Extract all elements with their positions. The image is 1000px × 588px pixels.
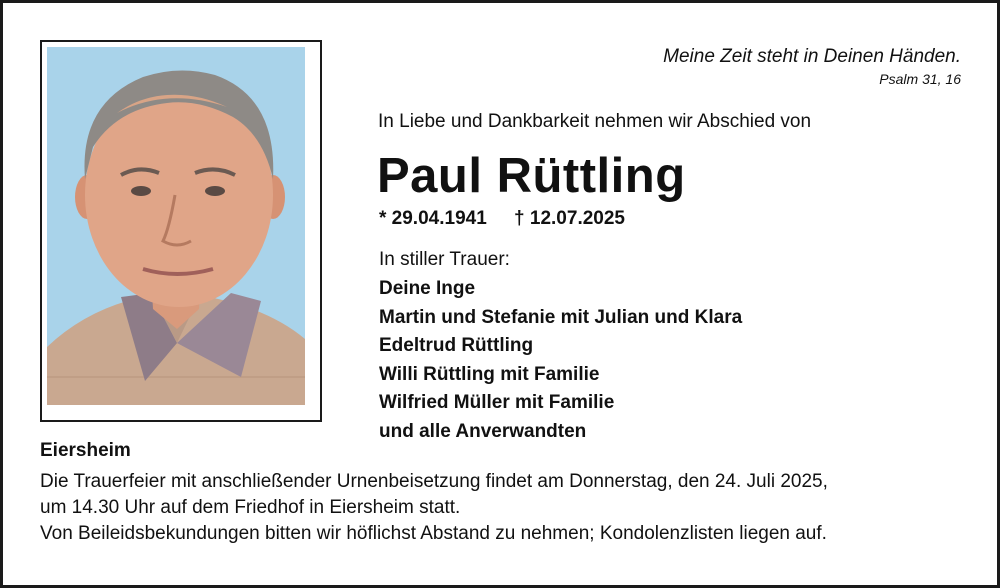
mourner-item: und alle Anverwandten	[379, 420, 587, 442]
funeral-notice	[40, 469, 970, 547]
psalm-quote-source: Psalm 31, 16	[879, 71, 961, 87]
mourner-item: Martin und Stefanie mit Julian und Klara	[379, 306, 743, 328]
portrait-illustration	[47, 47, 305, 405]
notice-line: um 14.30 Uhr auf dem Friedhof in Eiersheim statt.	[40, 497, 461, 518]
mourner-item: Wilfried Müller mit Familie	[379, 392, 615, 414]
death-date: † 12.07.2025	[514, 208, 625, 229]
psalm-quote	[663, 45, 961, 89]
mourner-item: Edeltrud Rüttling	[379, 335, 534, 357]
portrait-photo	[47, 47, 305, 405]
place-name: Eiersheim	[40, 440, 131, 461]
farewell-intro: In Liebe und Dankbarkeit nehmen wir Abschied von	[378, 111, 812, 132]
mourner-item: Deine Inge	[379, 278, 476, 299]
deceased-name: Paul Rüttling	[377, 149, 686, 203]
birth-date: * 29.04.1941	[379, 208, 487, 229]
mourning-label: In stiller Trauer:	[379, 249, 510, 270]
psalm-quote-text: Meine Zeit steht in Deinen Händen.	[663, 46, 961, 67]
portrait-frame	[40, 40, 322, 422]
mourners-list	[379, 275, 742, 447]
notice-line: Von Beileidsbekundungen bitten wir höflichst Abstand zu nehmen; Kondolenzlisten liegen auf.	[40, 523, 827, 544]
life-dates	[379, 207, 647, 231]
notice-line: Die Trauerfeier mit anschließender Urnenbeisetzung findet am Donnerstag, den 24. Juli 2025,	[40, 471, 828, 492]
mourner-item: Willi Rüttling mit Familie	[379, 363, 600, 385]
